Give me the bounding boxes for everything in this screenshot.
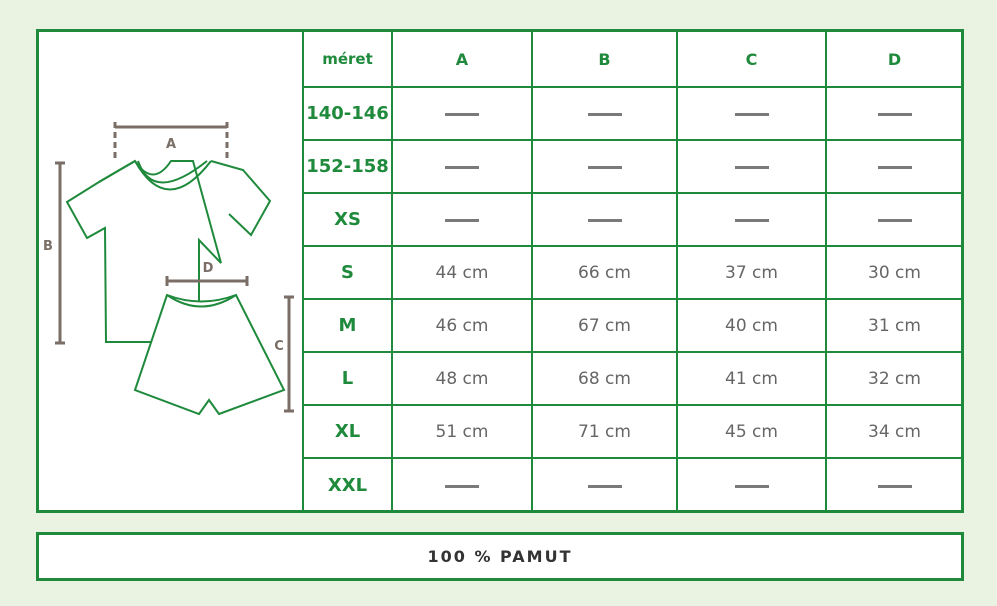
measurement-cell: 31 cm [826,299,962,352]
table-row [303,246,962,299]
measurement-cell: 45 cm [677,405,826,458]
dash-icon [878,219,912,222]
empty-value-dash [392,458,532,511]
measure-b-label: B [43,239,53,254]
measurement-cell: 68 cm [532,352,677,405]
empty-value-dash [677,193,826,246]
table-row [303,458,962,511]
size-label: XS [303,193,392,246]
size-label: L [303,352,392,405]
table-row [303,140,962,193]
size-label: XXL [303,458,392,511]
table-row [303,193,962,246]
measurement-cell: 67 cm [532,299,677,352]
measurement-cell: 41 cm [677,352,826,405]
empty-value-dash [826,193,962,246]
table-row [303,299,962,352]
dash-icon [445,166,479,169]
empty-value-dash [826,140,962,193]
dash-icon [735,113,769,116]
empty-value-dash [392,140,532,193]
empty-value-dash [826,458,962,511]
table-row [303,405,962,458]
dash-icon [735,485,769,488]
header-b: B [532,32,677,87]
size-chart-frame [36,29,964,513]
dash-icon [445,219,479,222]
measure-b [55,163,65,343]
size-label: 152-158 [303,140,392,193]
size-label: S [303,246,392,299]
dash-icon [588,113,622,116]
empty-value-dash [392,193,532,246]
empty-value-dash [677,87,826,140]
header-d: D [826,32,962,87]
dash-icon [735,219,769,222]
header-a: A [392,32,532,87]
measurement-cell: 30 cm [826,246,962,299]
table-row [303,87,962,140]
garment-illustration [39,32,302,510]
dash-icon [878,166,912,169]
dash-icon [445,113,479,116]
size-label: 140-146 [303,87,392,140]
empty-value-dash [677,140,826,193]
dash-icon [878,113,912,116]
measure-d-label: D [202,261,214,276]
measurement-cell: 48 cm [392,352,532,405]
dash-icon [735,166,769,169]
empty-value-dash [532,193,677,246]
measurement-cell: 66 cm [532,246,677,299]
dash-icon [878,485,912,488]
measure-c-label: C [274,339,284,354]
empty-value-dash [677,458,826,511]
measurement-cell: 34 cm [826,405,962,458]
empty-value-dash [532,87,677,140]
measurement-cell: 40 cm [677,299,826,352]
size-label: M [303,299,392,352]
dash-icon [588,485,622,488]
empty-value-dash [532,458,677,511]
measurement-cell: 32 cm [826,352,962,405]
table-header-row [303,32,962,87]
measurement-cell: 46 cm [392,299,532,352]
size-label: XL [303,405,392,458]
measure-a-label: A [165,137,177,152]
measurement-cell: 51 cm [392,405,532,458]
size-table [302,32,962,511]
empty-value-dash [532,140,677,193]
table-row [303,352,962,405]
measure-c [284,297,294,411]
measurement-cell: 71 cm [532,405,677,458]
dash-icon [588,166,622,169]
header-c: C [677,32,826,87]
measurement-cell: 37 cm [677,246,826,299]
dash-icon [445,485,479,488]
empty-value-dash [392,87,532,140]
measurement-cell: 44 cm [392,246,532,299]
material-label: 100 % PAMUT [36,532,964,581]
dash-icon [588,219,622,222]
header-size: méret [303,32,392,87]
empty-value-dash [826,87,962,140]
